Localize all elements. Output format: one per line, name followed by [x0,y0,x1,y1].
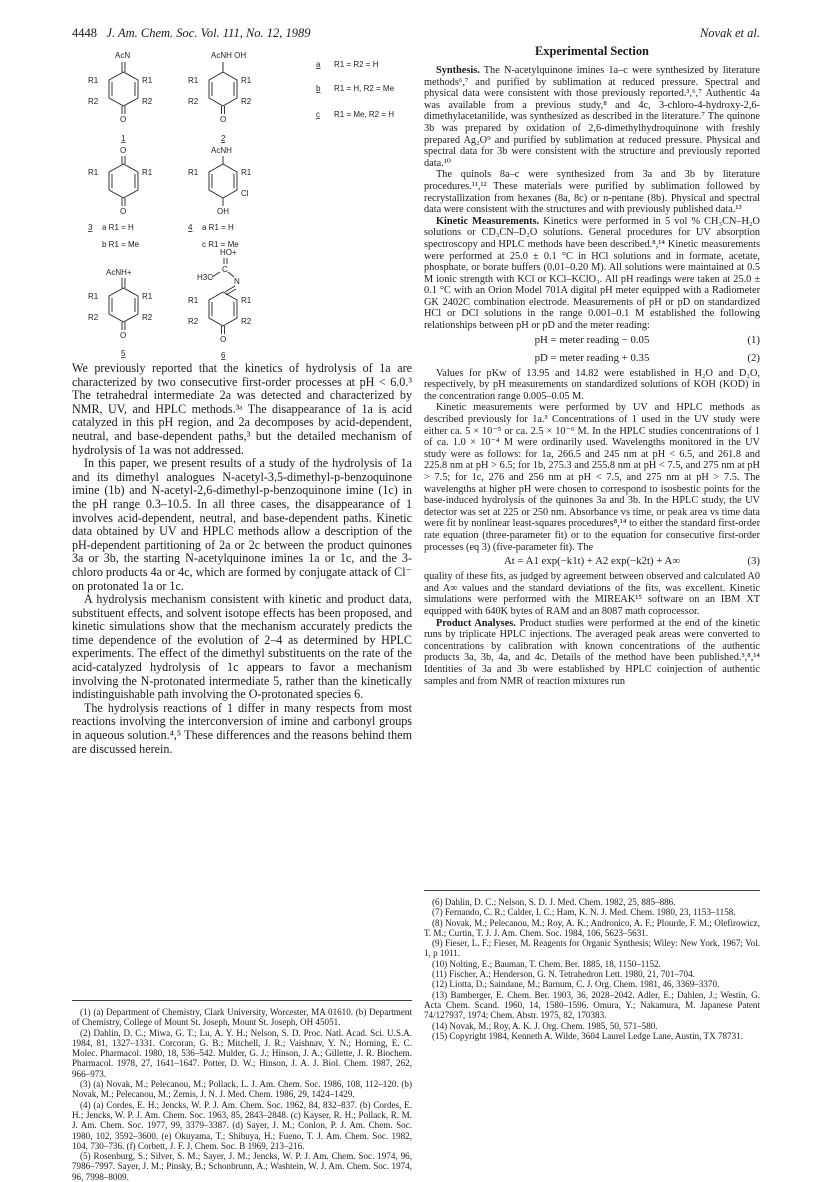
legend-letter-c: c [316,110,320,119]
footnote: (6) Dahlin, D. C.; Nelson, S. D. J. Med. Chem. 1982, 25, 885–886. [432,897,676,907]
s2-r1-right: R1 [241,76,252,85]
s1-r2-left: R2 [88,97,99,106]
equation-2-number: (2) [747,351,760,364]
legend-text-a: R1 = R2 = H [334,60,379,69]
product-analyses-label: Product Analyses. [436,617,516,629]
header-left [72,26,311,41]
s2-bottom-o: O [220,115,227,124]
structure-4 [188,146,252,249]
footnote: (12) Liotta, D.; Saindane, M.; Barnum, C. J. Org. Chem. 1981, 46, 3369–3370. [432,979,720,990]
pkw-paragraph: Values for pKw of 13.95 and 14.82 were established in H₂O and D₂O, respectively, by pH measurements on standardized solutions of KOH (KOD) in the concentration range 0.005–0.05 M. [424,367,760,402]
equation-3-text: At = A1 exp(−k1t) + A2 exp(−k2t) + A∞ [503,555,681,568]
legend-letter-b: b [316,84,321,93]
s5-r2-right: R2 [142,313,153,322]
s6-top-label: HO+ [220,248,237,257]
footnote-rule [72,1000,412,1001]
equation-3 [424,553,760,571]
s5-r1-right: R1 [142,292,153,301]
footnote: (14) Novak, M.; Roy, A. K. J. Org. Chem. 1985, 50, 571–580. [432,1020,658,1031]
footnotes-left [72,1000,412,1182]
footnote: (10) Nolting, E.; Bauman, T. Chem. Ber. 1885, 18, 1150–1152. [432,958,661,969]
s1-number: 1 [121,134,126,143]
introduction-text [72,362,412,756]
equation-3-number: (3) [747,555,760,568]
structure-2 [188,51,252,143]
s2-r1-left: R1 [188,76,199,85]
intro-paragraph: The hydrolysis reactions of 1 differ in many respects from most reactions involving the interconversion of imine and carbonyl groups in aqueous solution.⁴,⁵ These differences and the reasons behind them are discussed herein. [72,700,412,756]
section-title: Experimental Section [535,44,649,58]
equation-1-number: (1) [747,333,760,346]
s4-number: 4 [188,223,193,232]
product-analyses-paragraph [424,618,760,688]
footnote: (8) Novak, M.; Pelecanou, M.; Roy, A. K.; Andronico, A. F.; Plourde, F. M.; Olefirowicz, T. M.; Curtin, T. J. J. Am. Chem. Soc. 1984, 106, 5623–5631. [424,917,760,938]
equation-1 [424,332,760,350]
s3-bottom-o: O [120,207,127,216]
s5-bottom-o: O [120,331,127,340]
s3-variant-a: a R1 = H [102,223,134,232]
structure-2-legend [316,60,395,119]
kinetic-label: Kinetic Measurements. [436,215,540,227]
s5-r1-left: R1 [88,292,99,301]
s3-r1-right: R1 [142,168,153,177]
experimental-text [424,65,760,687]
structure-1 [88,51,153,143]
legend-letter-a: a [316,60,321,69]
s4-cl: Cl [241,189,249,198]
journal-name: J. Am. Chem. Soc. [106,26,198,40]
s6-c: C [222,265,228,274]
footnote-rule [424,890,760,891]
s4-bottom-oh: OH [217,207,229,216]
quinols-paragraph: The quinols 8a–c were synthesized from 3a and 3b by literature procedures.¹¹,¹² These materials were purified by sublimation followed by recrystallization from hexanes (8a, 8c) or n-pentane (8b). Physical and spectral data were consistent with the structures and with previously published data.¹³ [424,169,760,216]
volume-issue: Vol. 111, No. 12, 1989 [200,26,311,40]
s6-r2-left: R2 [188,317,199,326]
intro-paragraph: A hydrolysis mechanism consistent with kinetic and product data, substituent effects, and solvent isotope effects has been proposed, and kinetic simulations show that the mechanism accurately predicts the time dependence of the evolution of 2–4 as determined by HPLC experiments. The effect of the dimethyl substituents on the rate of the acid-catalyzed hydrolysis of 1c appears to favor a mechanism involving the N-protonated intermediate 5, rather than the kinetically indistinguishable path involving the O-protonated species 6. [72,592,412,702]
s2-r2-left: R2 [188,97,199,106]
footnote: (3) (a) Novak, M.; Pelecanou, M.; Pollack, L. J. Am. Chem. Soc. 1986, 108, 112–120. (b) Novak, M.; Pelecanou, M.; Zemis, J. N. J. Med. Chem. 1986, 29, 1424–1429. [72,1079,412,1100]
equation-2-text: pD = meter reading + 0.35 [534,351,650,364]
s1-bottom-o: O [120,115,127,124]
structure-3 [88,146,153,249]
product-analyses-text: Product studies were performed at the end of the kinetic runs by triplicate HPLC injections. The averaged peak areas were converted to concentrations by calibration with known concentrations of the authentic products 3a, 3b, 4a, and 4c. Details of the method have been published.³,⁸,¹⁴ Identities of 3a and 3b were established by HPLC coinjection of authentic samples and from NMR of reaction mixtures run [424,617,760,687]
s6-r1-right: R1 [241,296,252,305]
intro-paragraph: In this paper, we present results of a study of the hydrolysis of 1a and its dimethyl analogues N-acetyl-3,5-dimethyl-p-benzoquinone imine (1b) and N-acetyl-2,6-dimethyl-p-benzoquinone imine (1c) in the pH range 0.3–10.5. In all three cases, the disappearance of 1 involves acid-dependent, neutral, and base-dependent paths. Kinetic data obtained by UV and HPLC methods allow a description of the pH-dependent partitioning of 2a or 2c between the product quinones 3a or 3b, the starting N-acetylquinone imines 1a or 1c, and the 3-chloro products 4a or 4c, which are formed by conjugate attack of Cl⁻ on protonated 1a or 1c. [72,456,412,593]
s1-top-label: AcN [115,51,131,60]
s6-h3c: H3C [197,273,214,282]
s2-r2-right: R2 [241,97,252,106]
footnote: (1) (a) Department of Chemistry, Clark University, Worcester, MA 01610. (b) Department of Chemistry, College of Mount St. Joseph, Mount St. Joseph, OH 45051. [72,1007,412,1028]
synthesis-label: Synthesis. [436,65,480,76]
structure-5 [88,268,153,358]
s4-variant-a: a R1 = H [202,223,234,232]
legend-text-b: R1 = H, R2 = Me [334,84,395,93]
left-column [72,44,412,1182]
s4-r1-right: R1 [241,168,252,177]
synthesis-paragraph [424,65,760,169]
footnote: (13) Bamberger, E. Chem. Ber. 1903, 36, 2028–2042. Adler, E.; Dahlen, J.; Westin, G. Acta Chem. Scand. 1960, 14, 1580–1596. Omura, Y.; Nakamura, M. Japanese Patent 74/127937, 1974; Chem. Abstr. 1975, 82, 170383. [424,989,760,1021]
s4-variant-c: c R1 = Me [202,240,239,249]
equation-2 [424,350,760,368]
s6-n: N [234,277,240,286]
footnote: (5) Rosenburg, S.; Silver, S. M.; Sayer, J. M.; Jencks, W. P. J. Am. Chem. Soc. 1974, 96, 7986–7997. Sayer, J. M.; Pinsky, B.; Schonbrunn, A.; Washtein, W. J. Am. Chem. Soc. 1974, 96, 7998–8009. [72,1151,412,1182]
fit-quality-paragraph: quality of these fits, as judged by agreement between observed and calculated A0 and A∞ values and the standard deviations of the fits, was excellent. Kinetic simulations were performed with the MIREAK¹⁵ software on an IBM XT equipped with 640K bytes of RAM and an 8087 math coprocessor. [424,571,760,617]
s3-variant-b: b R1 = Me [102,240,140,249]
s5-top-label: AcNH+ [106,268,132,277]
s3-number: 3 [88,223,93,232]
s1-r1-right: R1 [142,76,153,85]
s2-top-label: AcNH OH [211,51,247,60]
equation-1-text: pH = meter reading − 0.05 [534,333,650,346]
page-number: 4448 [72,26,97,40]
s5-number: 5 [121,349,126,358]
s3-top-o: O [120,146,127,155]
kinetic-text: Kinetics were performed in 5 vol % CH₃CN–H₂O solutions or CD₃CN–D₂O solutions. General procedures for UV absorption spectroscopy and HPLC methods have been described.⁸,¹⁴ Kinetic measurements were performed at 25.0 ± 0.1 °C in HCl solutions and in formate, acetate, phosphate, or borate buffers (0.01–0.20 M). All solutions were maintained at 0.5 M ionic strength with KCl or KCl–KClO₃. All pH readings were taken at 25.0 ± 0.1 °C with an Orion Model 701A digital pH meter equipped with a Radiometer GK 2402C combination electrode. Measurements of pH or pD on standardized HCl or DCl solutions in the range 0.001–0.1 M established the following relationships between pH or pD and the meter reading: [424,215,760,332]
footnote: (7) Fernando, C. R.; Calder, I. C.; Ham, K. N. J. Med. Chem. 1980, 23, 1153–1158. [432,907,736,918]
s4-r1-left: R1 [188,168,199,177]
s6-r2-right: R2 [241,317,252,326]
structures-svg [72,44,412,360]
footnote: (11) Fischer, A.; Henderson, G. N. Tetrahedron Lett. 1980, 21, 701–704. [432,969,695,980]
right-column [424,44,760,1041]
s5-r2-left: R2 [88,313,99,322]
legend-text-c: R1 = Me, R2 = H [334,110,395,119]
s1-r2-right: R2 [142,97,153,106]
intro-paragraph: We previously reported that the kinetics of hydrolysis of 1a are characterized by two consecutive first-order processes at pH < 6.0.³ The tetrahedral intermediate 2a was detected and characterized by NMR, UV, and HPLC methods.³ᵃ The disappearance of 1a is acid catalyzed in this pH region, and 2a decomposes by acid-dependent, neutral, and base-dependent paths,³ but the detailed mechanism of hydrolysis of 1a was not addressed. [72,361,412,457]
s2-number: 2 [221,134,226,143]
uv-hplc-paragraph: Kinetic measurements were performed by UV and HPLC methods as described previously for 1a.³ Concentrations of 1 used in the UV study were either ca. 5 × 10⁻⁵ or ca. 2.5 × 10⁻⁶ M. In the HPLC studies concentrations of 1 of ca. 1.0 × 10⁻⁴ M were ordinarily used. Wavelengths monitored in the UV study were as follows: for 1a, 266.5 and 245 nm at pH < 6.5, and 261.8 and 225.8 nm at pH > 6.5; for 1b, 275.3 and 255.8 nm at pH < 7.5, and 275 nm at pH > 7.5; for 1c, 276 and 256 nm at pH < 7.5, and 275 nm at pH > 7.5. The wavelengths at higher pH were chosen to correspond to isosbestic points for the base-induced hydrolysis of the quinones 3a and 3b. In the HPLC study, the UV detector was set at 225 or 250 nm. Absorbance vs time, or peak area vs time data were fit by nonlinear least-squares procedures⁸,¹⁴ to either the standard first-order rate equation (three-parameter fit) or to the equation for consecutive first-order processes (eq 3) (five-parameter fit). The [424,402,760,553]
structure-6 [188,248,252,360]
synthesis-text: The N-acetylquinone imines 1a–c were synthesized by literature methods⁶,⁷ and purified by sublimation at reduced pressure. Spectral and physical data were consistent with those previously reported.³,⁶,⁷ Authentic 4a was available from a previous study,⁸ and 4c, 3-chloro-4-hydroxy-2,6-dimethylacetanilide, was synthesized as described in the literature.⁷ The quinone 3b was prepared by oxidation of 2,6-dimethylhydroquinone with freshly prepared Ag₂O⁹ and purified by sublimation at reduced pressure. Physical and spectral data for 3b were consistent with the structure and previously reported data.¹⁰ [424,65,760,169]
s4-top-label: AcNH [211,146,232,155]
kinetic-paragraph [424,216,760,332]
s6-bottom-o: O [220,335,227,344]
running-author: Novak et al. [699,26,760,40]
s3-r1-left: R1 [88,168,99,177]
footnote: (9) Fieser, L. F.; Fieser, M. Reagents for Organic Synthesis; Wiley: New York, 1967; Vol. 1, p 1011. [424,938,760,959]
s6-r1-left: R1 [188,296,199,305]
running-header [72,26,760,42]
s1-r1-left: R1 [88,76,99,85]
footnote: (4) (a) Cordes, E. H.; Jencks, W. P. J. Am. Chem. Soc. 1962, 84, 832–837. (b) Cordes, E. H.; Jencks, W. P. J. Am. Chem. Soc. 1963, 85, 2843–2848. (c) Kayser, R. H.; Pollack, R. M. J. Am. Chem. Soc. 1977, 99, 3379–3387. (d) Sayer, J. M.; Conlon, P. J. Am. Chem. Soc. 1980, 102, 3592–3600. (e) Okuyama, T.; Shibuya, H.; Fueno, T. J. Am. Chem. Soc. 1982, 104, 730–736. (f) Corbett, J. F. J. Chem. Soc. B 1969, 213–216. [72,1099,412,1151]
footnote: (15) Copyright 1984, Kenneth A. Wilde, 3604 Laurel Ledge Lane, Austin, TX 78731. [432,1030,743,1041]
chemical-structures-figure [72,44,412,360]
s6-number: 6 [221,351,226,360]
footnote: (2) Dahlin, D. C.; Miwa, G. T.; Lu, A. Y. H.; Nelson, S. D. Proc. Natl. Acad. Sci. U.S.A. 1984, 81, 1327–1331. Corcoran, G. B.; Mitchell, J. R.; Vaishnav, Y. N.; Horning, E. C. Molec. Pharmacol. 1980, 18, 536–542. Mulder, G. J.; Hinson, J. A.; Gillette, J. R. Biochem. Pharmacol. 1978, 27, 1641–1647. Potter, D. W.; Hinson, J. A. J. Biol. Chem. 1987, 262, 966–973. [72,1027,412,1079]
footnotes-right [424,890,760,1041]
